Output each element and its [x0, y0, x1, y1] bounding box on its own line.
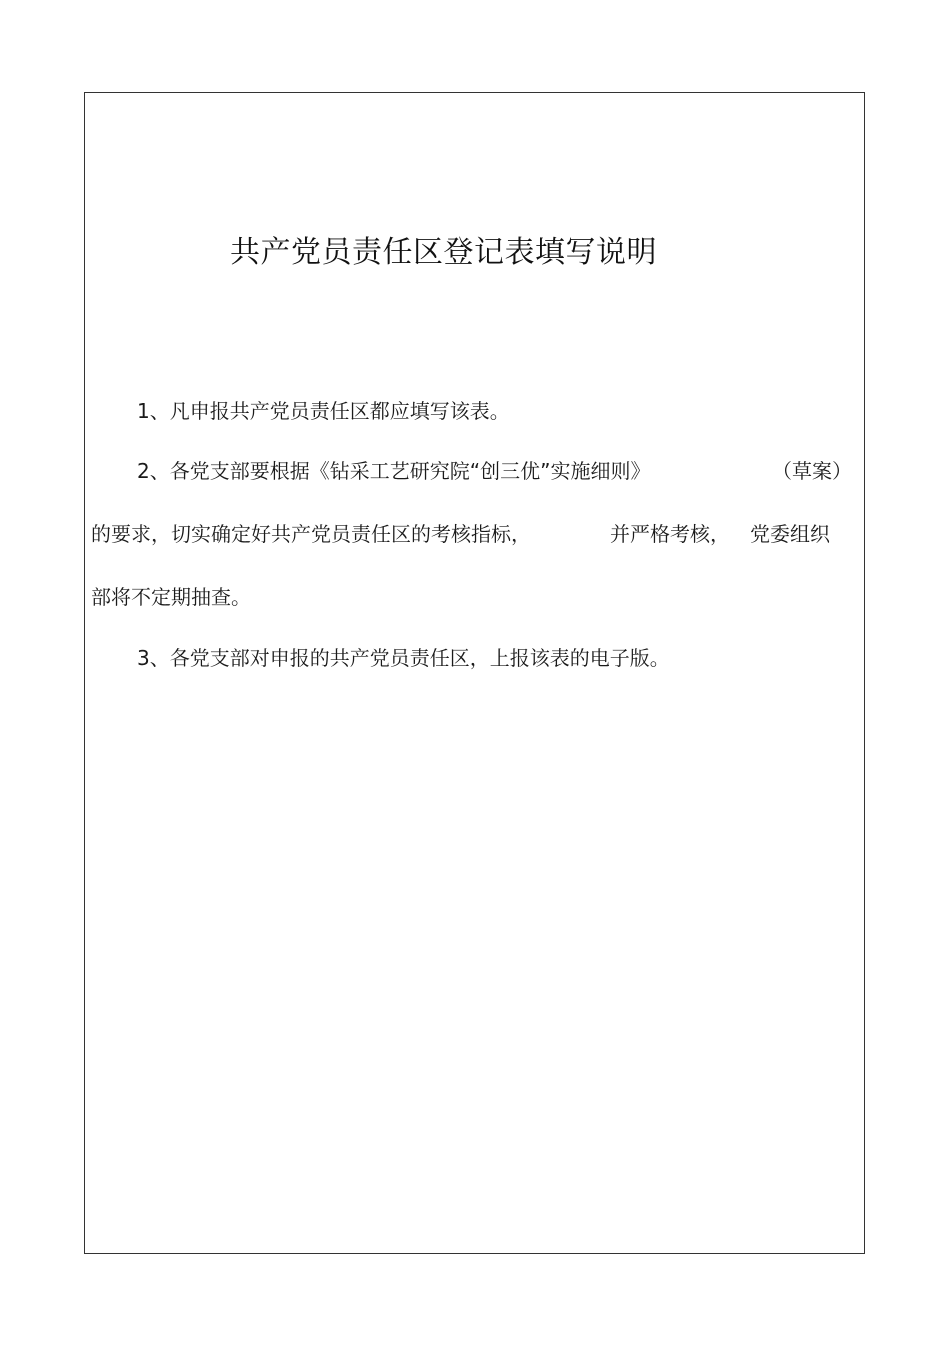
instruction-item-2-line-2: 的要求，切实确定好共产党员责任区的考核指标，: [91, 522, 531, 546]
instruction-item-2-line-2-middle: 并严格考核，: [610, 522, 730, 546]
instruction-item-1: 1、凡申报共产党员责任区都应填写该表。: [137, 399, 510, 423]
instruction-item-2-line-1: 2、各党支部要根据《钻采工艺研究院“创三优”实施细则》: [137, 459, 651, 483]
instruction-item-2-draft-note: （草案）: [772, 459, 852, 483]
instruction-item-2-line-3: 部将不定期抽查。: [91, 585, 251, 609]
document-title: 共产党员责任区登记表填写说明: [230, 235, 657, 270]
instruction-item-3: 3、各党支部对申报的共产党员责任区，上报该表的电子版。: [137, 646, 670, 670]
instruction-item-2-line-2-end: 党委组织: [750, 522, 830, 546]
